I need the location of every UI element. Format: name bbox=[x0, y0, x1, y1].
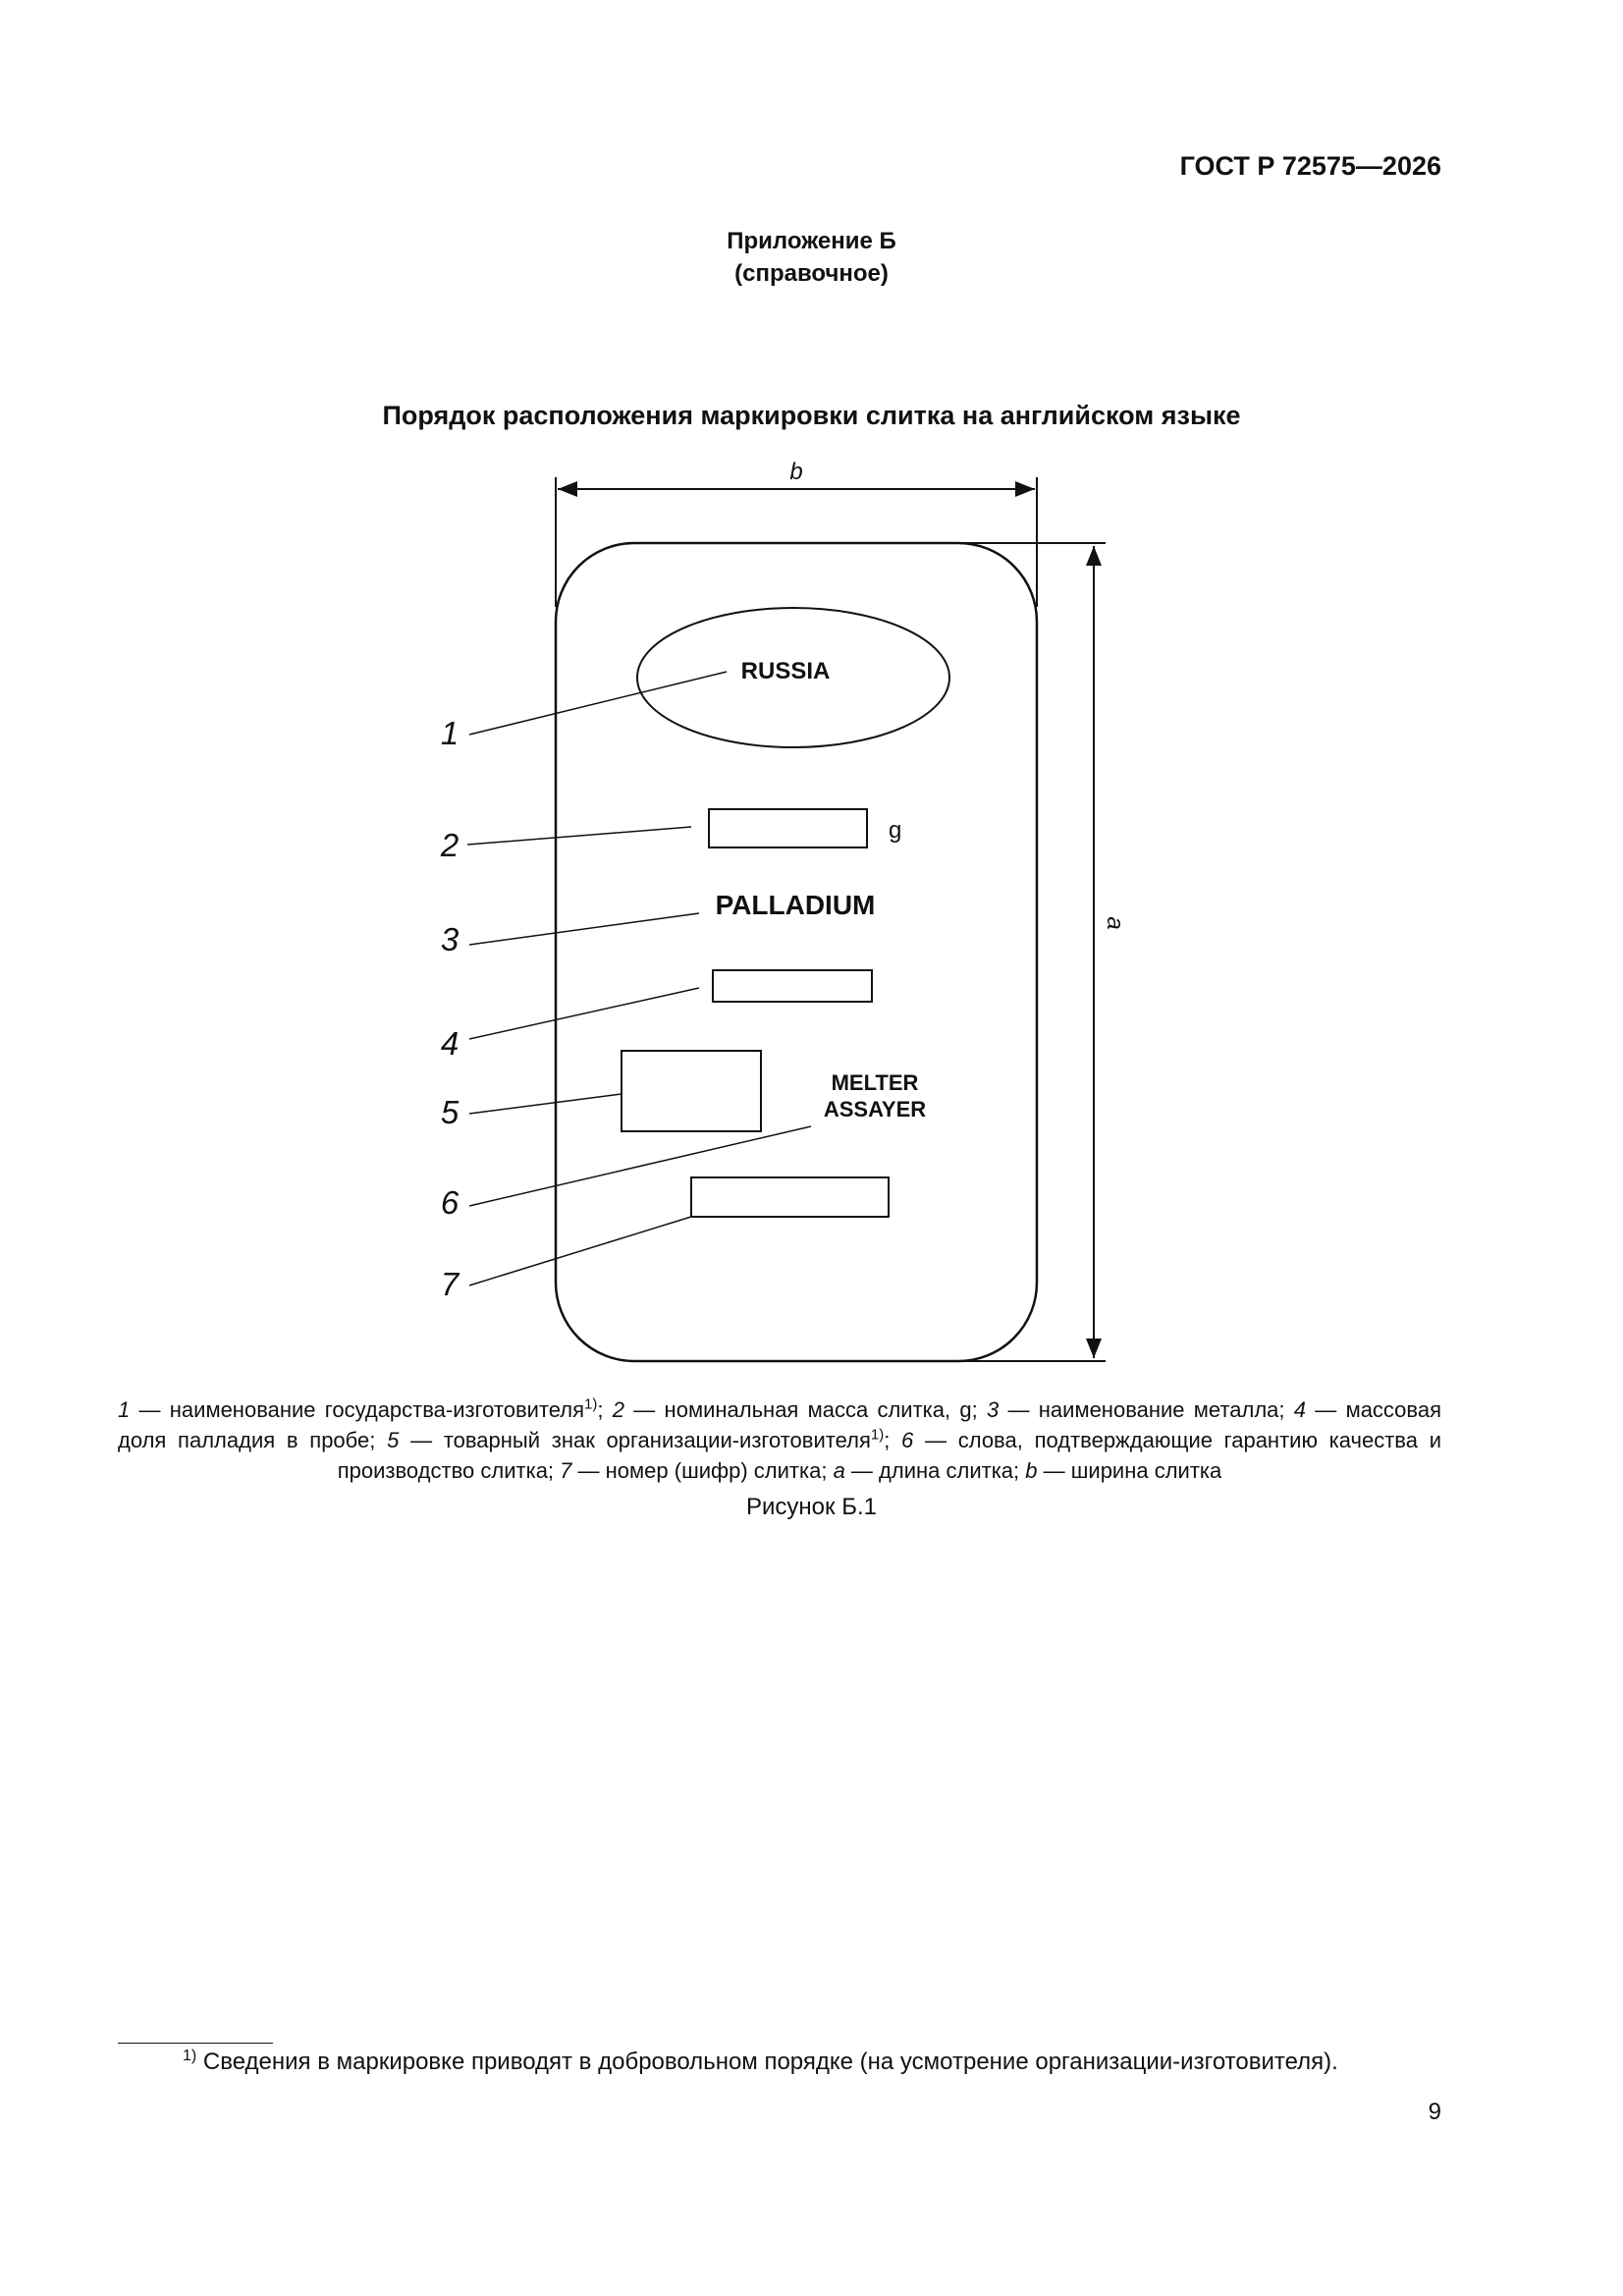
legend-item: 4 — массовая доля палладия в пробе; bbox=[118, 1397, 1442, 1452]
appendix-title: Приложение Б bbox=[727, 228, 896, 254]
page-number: 9 bbox=[1428, 2099, 1441, 2125]
callout-6: 6 bbox=[440, 1184, 460, 1221]
footnote-text: Сведения в маркировке приводят в добровольном порядке (на усмотрение организации-изготовителя). bbox=[196, 2049, 1338, 2075]
legend-item: 5 — товарный знак организации-изготовителя$^{1)}$; bbox=[387, 1426, 902, 1452]
figure-legend bbox=[118, 1394, 1441, 1486]
metal-name: PALLADIUM bbox=[715, 890, 876, 920]
leader-line-5 bbox=[469, 1094, 622, 1114]
callout-4: 4 bbox=[440, 1025, 460, 1062]
dimension-a-label: a bbox=[1102, 916, 1128, 930]
legend-item: 3 — наименование металла; bbox=[987, 1397, 1294, 1422]
callout-7: 7 bbox=[440, 1266, 460, 1302]
callout-2: 2 bbox=[440, 827, 460, 863]
guarantee-word-melter: MELTER bbox=[831, 1070, 919, 1095]
standard-code: ГОСТ Р 72575—2026 bbox=[1179, 151, 1441, 181]
serial-box bbox=[691, 1177, 889, 1217]
legend-item: 7 — номер (шифр) слитка; bbox=[560, 1458, 834, 1483]
legend-item: 6 — слова, подтверждающие гарантию качества и производство слитка; bbox=[337, 1428, 1441, 1483]
mass-box bbox=[709, 809, 867, 847]
footnote-divider bbox=[118, 2043, 273, 2044]
footnote bbox=[183, 2048, 1338, 2076]
trademark-box bbox=[622, 1051, 761, 1131]
leader-line-1 bbox=[469, 672, 727, 735]
dimension-b-label: b bbox=[789, 459, 803, 485]
leader-line-2 bbox=[467, 827, 691, 845]
guarantee-word-assayer: ASSAYER bbox=[823, 1097, 927, 1121]
figure-title: Порядок расположения маркировки слитка на английском языке bbox=[382, 401, 1241, 430]
footnote-marker: 1) bbox=[183, 2048, 197, 2064]
legend-item: 2 — номинальная масса слитка, g; bbox=[612, 1397, 987, 1422]
legend-item: a — длина слитка; bbox=[833, 1458, 1026, 1483]
leader-line-4 bbox=[469, 988, 699, 1039]
callout-1: 1 bbox=[440, 715, 460, 751]
callout-5: 5 bbox=[440, 1094, 460, 1130]
leader-line-6 bbox=[469, 1126, 811, 1206]
fineness-box bbox=[713, 970, 872, 1002]
leader-line-7 bbox=[469, 1217, 691, 1285]
appendix-subtitle: (справочное) bbox=[734, 260, 889, 287]
figure-caption: Рисунок Б.1 bbox=[746, 1494, 877, 1520]
country-label: RUSSIA bbox=[740, 658, 831, 684]
mass-unit: g bbox=[889, 817, 902, 844]
legend-item: 1 — наименование государства-изготовителя$^{1)}$; bbox=[118, 1395, 613, 1422]
leader-line-3 bbox=[469, 913, 699, 945]
callout-3: 3 bbox=[440, 921, 460, 957]
legend-item: b — ширина слитка bbox=[1025, 1458, 1222, 1483]
